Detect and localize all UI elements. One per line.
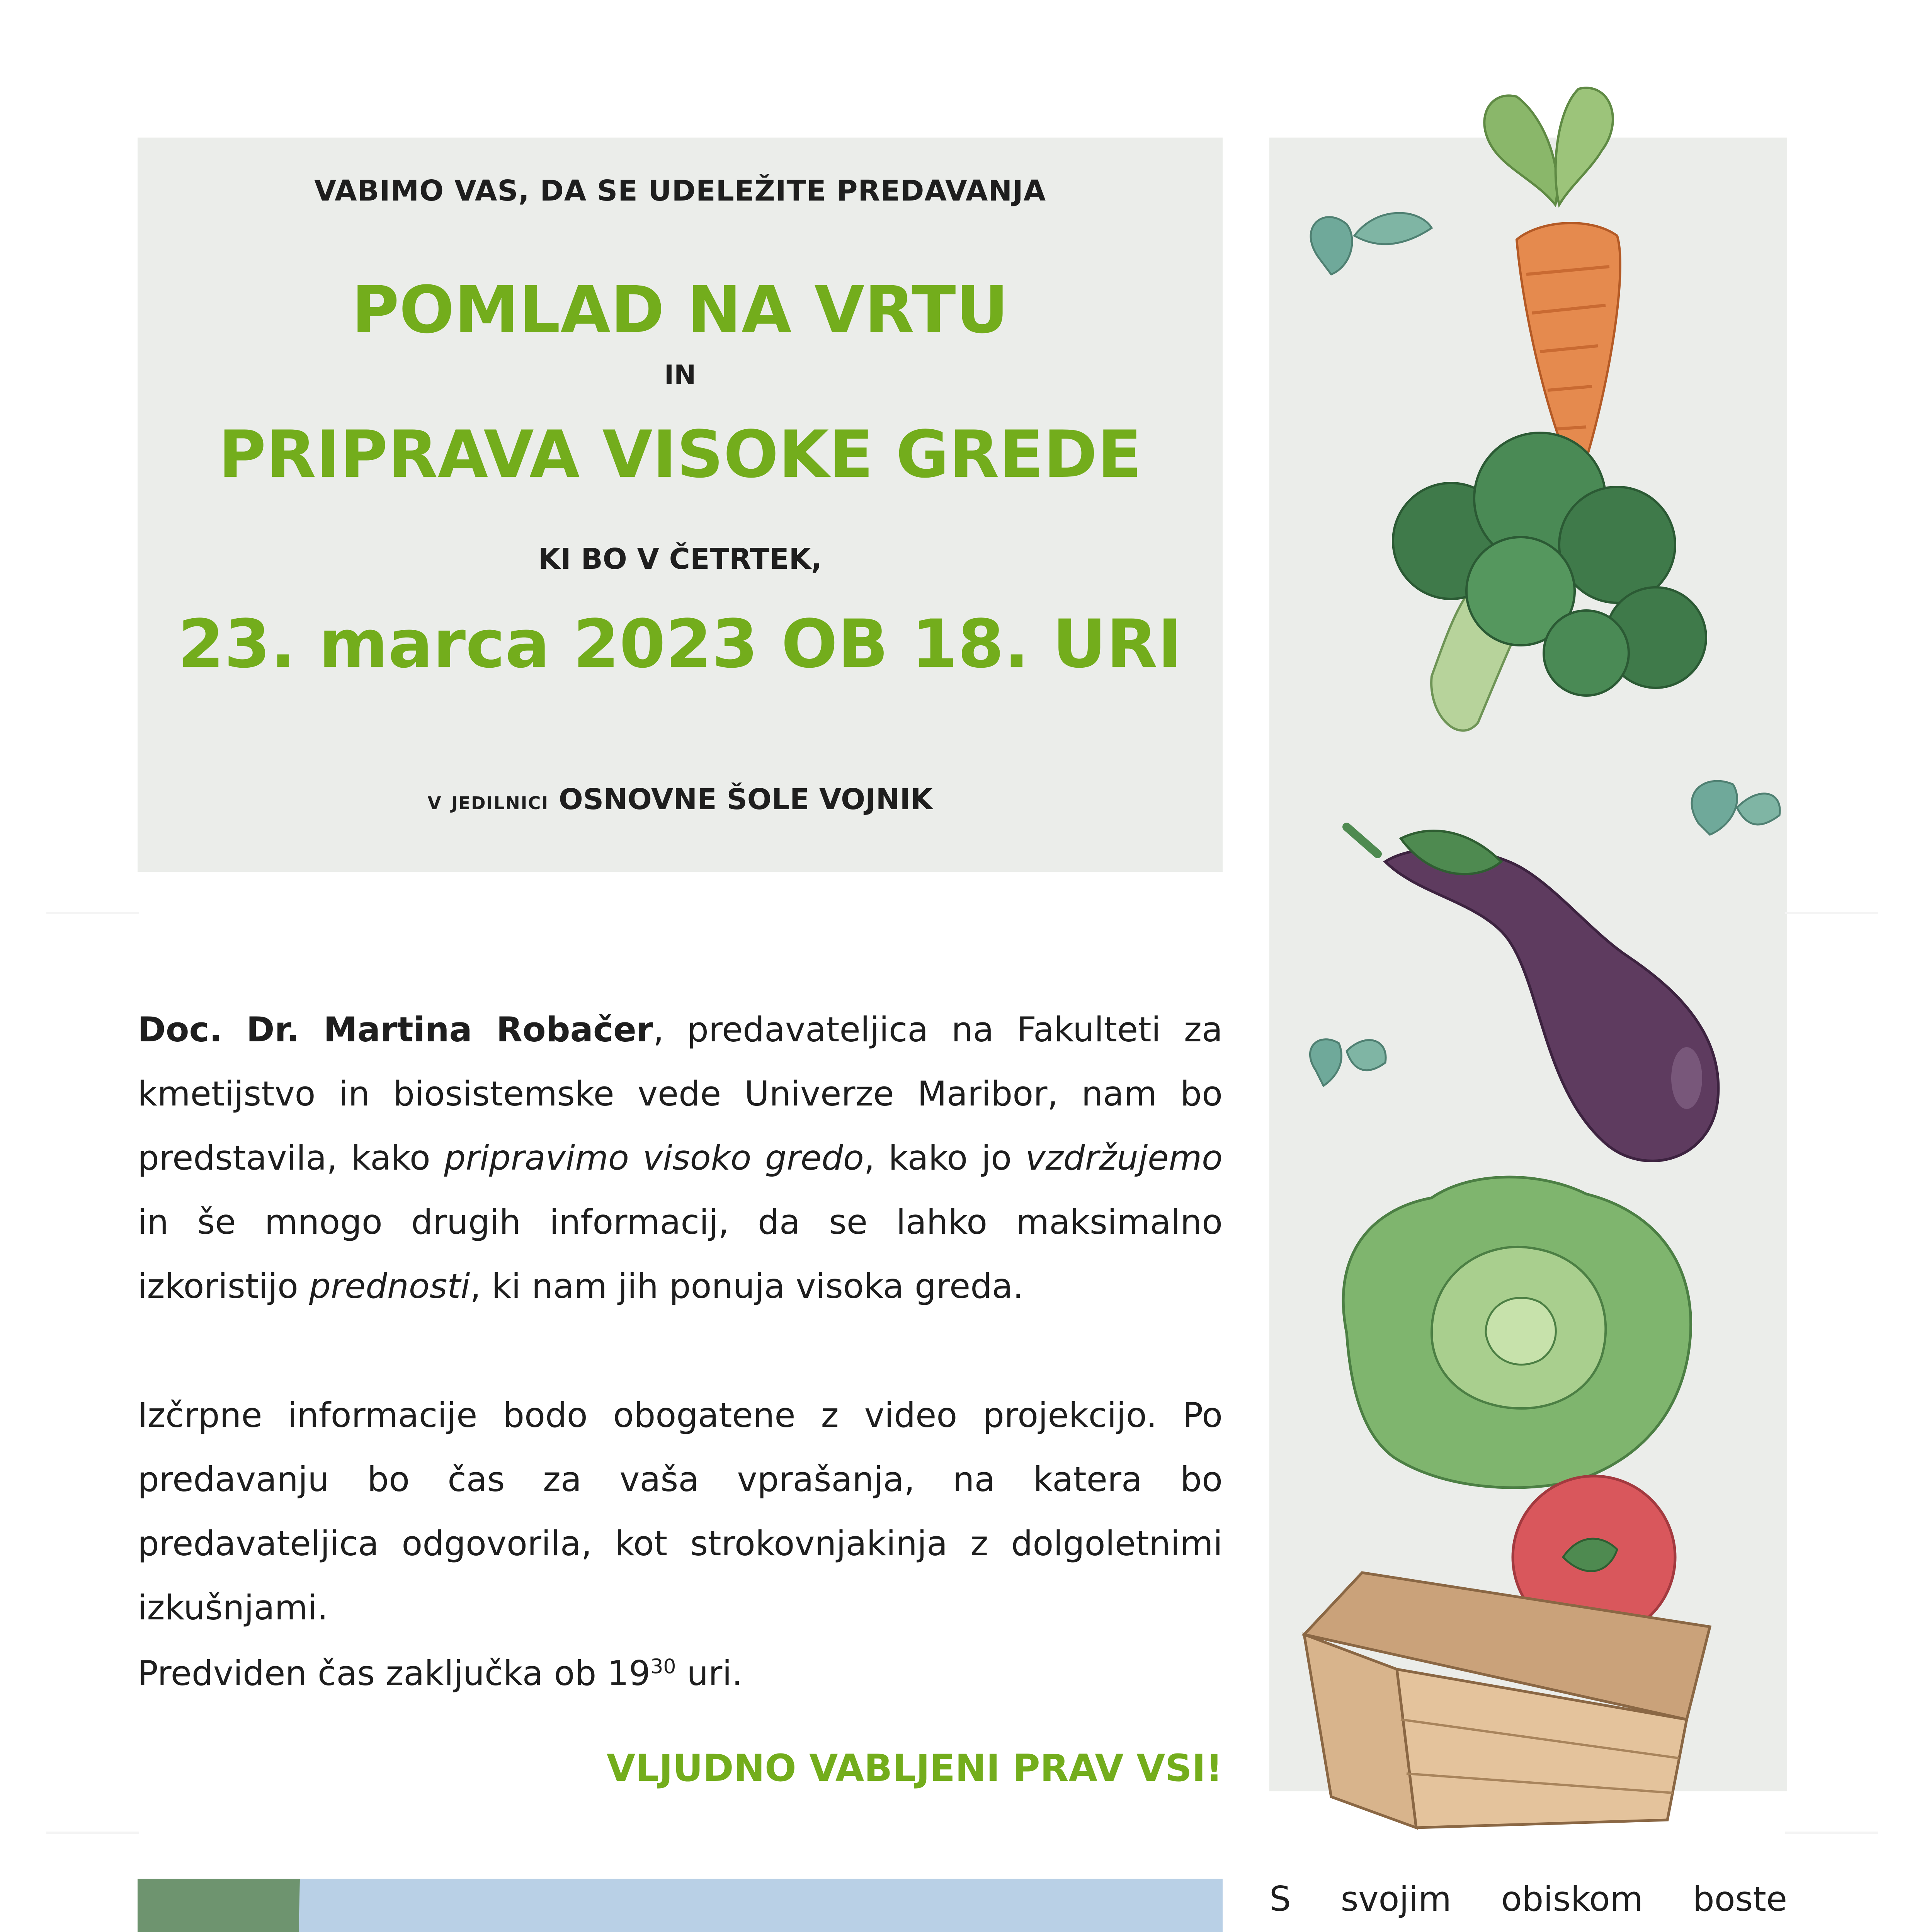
emphasis-text: pripravimo visoko gredo [444,1138,864,1178]
separator-rule [1785,1832,1878,1834]
event-day: KI BO V ČETRTEK, [538,543,822,576]
raised-beds-photo [138,1879,1223,1932]
paragraph-text: , ki nam jih ponuja visoka greda. [470,1266,1024,1306]
invitation-header-panel [138,138,1223,872]
time-superscript: 30 [650,1655,676,1679]
separator-rule [46,912,139,914]
end-time-paragraph [138,1641,1223,1706]
venue-prefix: v jedilnici [427,787,549,815]
separator-rule [1785,912,1878,914]
event-venue [138,783,1223,816]
carrot-icon [1484,88,1620,483]
event-date: 23. marca 2023 OB 18. URI [178,605,1182,683]
event-title-1: POMLAD NA VRTU [351,272,1009,348]
emphasis-text: vzdržujemo [1025,1138,1223,1178]
paragraph-text: , predavateljica na Fakulteti za kmetijstvo in biosistemske vede Univerze Maribor, nam bo predstavila, kako [138,1010,1223,1178]
broccoli-icon [1393,433,1706,731]
speaker-paragraph [138,998,1223,1318]
paragraph-text: uri. [676,1653,743,1693]
invitation-closing: VLJUDNO VABLJENI PRAV VSI! [606,1747,1223,1790]
event-title-2: PRIPRAVA VISOKE GREDE [218,417,1142,492]
paragraph-text: , kako jo [864,1138,1026,1178]
lettuce-icon [1343,1177,1691,1488]
title-conjunction: IN [664,360,696,390]
paragraph-text: Predviden čas zaključka ob 19 [138,1653,651,1693]
separator-rule [46,1832,139,1834]
speaker-name: Doc. Dr. Martina Robačer [138,1010,653,1049]
info-paragraph: Izčrpne informacije bodo obogatene z video projekcijo. Po predavanju bo čas za vaša vprašanja, na katera bo predavateljica odgovorila, kot strokovnjakinja z dolgoletnimi izkušnjami. [138,1395,1223,1628]
paragraph-text: in še mnogo drugih informacij, da se lahko maksimalno izkoristijo [138,1202,1223,1306]
vegetables-illustration [1269,58,1787,1874]
side-paragraph: S svojim obiskom boste [1269,1879,1787,1919]
venue-name: OSNOVNE ŠOLE VOJNIK [558,783,933,816]
emphasis-text: prednosti [309,1266,470,1306]
invitation-line: VABIMO VAS, DA SE UDELEŽITE PREDAVANJA [314,174,1046,207]
eggplant-icon [1347,827,1718,1161]
